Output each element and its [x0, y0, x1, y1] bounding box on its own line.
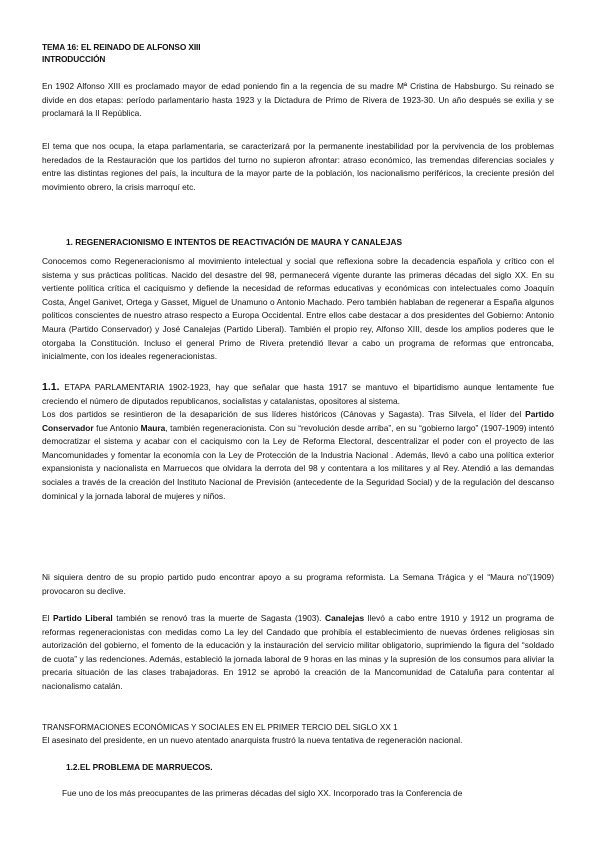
- intro-paragraph-2: El tema que nos ocupa, la etapa parlamentaria, se caracterizará por la permanente inestabilidad por la pervivencia de los problemas heredados de la Restauración que los partidos del turno no supieron afrontar: atraso económico, las tremendas diferencias sociales y entre las distintas regiones del país, la incultura de la mayor parte de la población, los nacionalismo periféricos, la creciente presión del movimiento obrero, la crisis marroquí etc.: [42, 141, 554, 192]
- conservative-text-b: fue Antonio: [96, 422, 139, 433]
- conservative-text-c: , también regeneracionista. Con su “revolución desde arriba”, en su “gobierno largo” (1907-1909) intentó democratizar el sistema y acabar con el caciquismo con la Ley de Reforma Electoral, descentralizar el poder con el proyecto de las Mancomunidades y fomentar la economía con la Ley de Protección de la Industria Nacional . Además, llevó a cabo una política exterior expansionista y nacionalista en Marruecos que olvidara la derrota del 98 y contentara a los militares y al Rey. Atendió a las demandas sociales a través de la creación del Instituto Nacional de Previsión (antecedente de la Seguridad Social) y de la regulación del descanso dominical y la jornada laboral de mujeres y niños.: [42, 422, 555, 501]
- subsection-1-1-text: ETAPA PARLAMENTARIA 1902-1923, hay que señalar que hasta 1917 se mantuvo el bipartidismo aunque lentamente fue creciendo el número de diputados republicanos, socialistas y catalanistas, opositores al sistema.: [42, 382, 555, 406]
- assassination-line: El asesinato del presidente, en un nuevo atentado anarquista frustró la nueva tentativa de regeneración nacional.: [42, 735, 463, 745]
- conservative-text-a: Los dos partidos se resintieron de la desaparición de sus líderes históricos (Cánovas y Sagasta). Tras Silvela, el líder del: [42, 409, 522, 419]
- liberal-text-a: El: [42, 613, 50, 623]
- partido-conservador-label: Partido Conservador: [42, 409, 554, 433]
- canalejas-label: Canalejas: [325, 613, 365, 623]
- section-1-paragraph: Conocemos como Regeneracionismo al movimiento intelectual y social que reflexiona sobre la decadencia española y crítico con el sistema y sus prácticas políticas. Nacido del desastre del 98, permanecerá vigente durante las primeras décadas del siglo XX. En su vertiente política crítica el caciquismo y defiende la necesidad de reformas educativas y económicas con intelectuales como Joaquín Costa, Ángel Ganivet, Ortega y Gasset, Miguel de Unamuno o Antonio Machado. Pero también hablaban de regenerar a España algunos políticos conscientes de nuestro atraso respecto a Europa Occidental. Entre ellos cabe destacar a dos presidentes del Gobierno: Antonio Maura (Partido Conservador) y José Canalejas (Partido Liberal). También el propio rey, Alfonso XIII, desde los amplios poderes que le otorgaba la Constitución. Incluso el general Primo de Rivera pretendió llevar a cabo un programa de reformas que entroncaba, inicialmente, con los ideales regeneracionistas.: [42, 256, 554, 362]
- subsection-1-1-number: 1.1.: [42, 381, 60, 393]
- subsection-1-2-heading: 1.2.EL PROBLEMA DE MARRUECOS.: [66, 762, 213, 772]
- maura-label: Maura: [140, 422, 166, 433]
- maura-decline-paragraph: Ni siquiera dentro de su propio partido pudo encontrar apoyo a su programa reformista. La Semana Trágica y el “Maura no”(1909) provocaron su declive.: [42, 572, 554, 596]
- liberal-paragraph: [42, 612, 554, 694]
- subsection-1-1-paragraph: [42, 381, 554, 408]
- running-footer-line: TRANSFORMACIONES ECONÓMICAS Y SOCIALES EN EL PRIMER TERCIO DEL SIGLO XX 1: [42, 723, 398, 732]
- liberal-text-b: también se renovó tras la muerte de Sagasta (1903).: [116, 613, 322, 623]
- conservative-paragraph: [42, 408, 554, 503]
- section-1-heading: 1. REGENERACIONISMO E INTENTOS DE REACTIVACIÓN DE MAURA Y CANALEJAS: [66, 237, 403, 247]
- intro-heading: INTRODUCCIÓN: [42, 54, 106, 64]
- subsection-1-2-paragraph: Fue uno de los más preocupantes de las primeras décadas del siglo XX. Incorporado tras la Conferencia de: [62, 788, 463, 798]
- liberal-text-c: llevó a cabo entre 1910 y 1912 un programa de reformas regeneracionistas con medidas como La ley del Candado que prohibía el establecimiento de nuevas órdenes religiosas sin autorización del gobierno, el fomento de la educación y la instauración del servicio militar obligatorio, suprimiendo la figura del “soldado de cuota” y las redenciones. Además, estableció la jornada laboral de 9 horas en las minas y la supresión de los consumos para aliviar la precaria situación de las clases trabajadoras. En 1912 se aprobó la creación de la Mancomunidad de Cataluña para contentar al nacionalismo catalán.: [42, 613, 555, 691]
- partido-liberal-label: Partido Liberal: [52, 613, 113, 623]
- document-title: TEMA 16: EL REINADO DE ALFONSO XIII: [42, 42, 201, 52]
- intro-paragraph-1: En 1902 Alfonso XIII es proclamado mayor de edad poniendo fin a la regencia de su madre Mª Cristina de Habsburgo. Su reinado se divide en dos etapas: período parlamentario hasta 1923 y la Dictadura de Primo de Rivera de 1923-30. Un año después se exilia y se proclamará la II República.: [42, 81, 554, 119]
